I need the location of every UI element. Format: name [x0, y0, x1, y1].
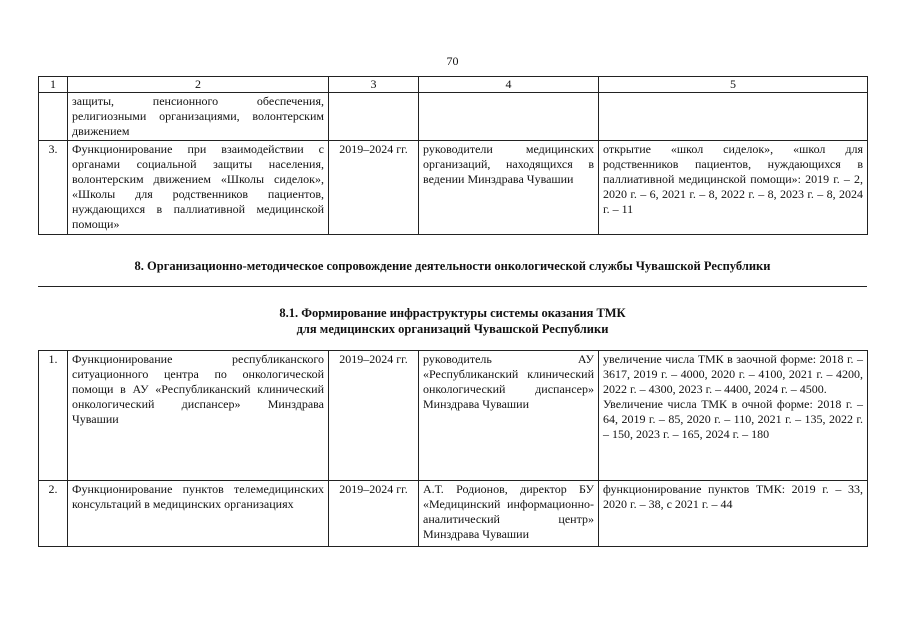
- row-number: [39, 93, 68, 141]
- table-row: [39, 481, 868, 547]
- result-remote-tmk: увеличение числа ТМК в заочной форме: 2018 г. – 3617, 2019 г. – 4000, 2020 г. – 4100, 2021 г. – 4200, 2022 г. – 4300, 2023 г. – 4400, 2024 г. – 4500.: [603, 352, 863, 396]
- row-number: 1.: [39, 351, 68, 481]
- header-col-3: 3: [329, 77, 419, 93]
- section-8-heading: 8. Организационно-методическое сопровождение деятельности онкологической службы Чувашской Республики: [134, 259, 771, 273]
- row-number: 2.: [39, 481, 68, 547]
- table-continuation: [38, 76, 868, 235]
- period-cell: 2019–2024 гг.: [329, 141, 419, 235]
- page-number: 70: [446, 54, 459, 68]
- result-cell: [599, 93, 868, 141]
- period-cell: 2019–2024 гг.: [329, 481, 419, 547]
- result-cell: открытие «школ сиделок», «школ для родственников пациентов, нуждающихся в паллиативной медицинской помощи»: 2019 г. – 2, 2020 г. – 6, 2021 г. – 8, 2022 г. – 8, 2023 г. – 8, 2024 г. – 11: [599, 141, 868, 235]
- activity-cell: Функционирование при взаимодействии с органами социальной защиты населения, волонтерским движением «Школы сиделок», «Школы для родственников пациентов, нуждающихся в паллиативной медицинской помощи»: [68, 141, 329, 235]
- result-cell: функционирование пунктов ТМК: 2019 г. – 33, 2020 г. – 38, с 2021 г. – 44: [599, 481, 868, 547]
- responsible-cell: [419, 93, 599, 141]
- activity-cell: Функционирование пунктов телемедицинских консультаций в медицинских организациях: [68, 481, 329, 547]
- result-inperson-tmk: Увеличение числа ТМК в очной форме: 2018 г. – 64, 2019 г. – 85, 2020 г. – 110, 2021 г. – 135, 2022 г. – 150, 2023 г. – 165, 2024 г. – 180: [603, 397, 863, 441]
- header-col-4: 4: [419, 77, 599, 93]
- section-8-1-heading-line1: 8.1. Формирование инфраструктуры системы оказания ТМК: [279, 306, 626, 320]
- row-number: 3.: [39, 141, 68, 235]
- table-row: [39, 93, 868, 141]
- header-col-5: 5: [599, 77, 868, 93]
- period-cell: 2019–2024 гг.: [329, 351, 419, 481]
- responsible-cell: руководитель АУ «Республиканский клинический онкологический диспансер» Минздрава Чувашии: [419, 351, 599, 481]
- section-8-1-heading-line2: для медицинских организаций Чувашской Республики: [296, 322, 609, 336]
- activity-cell: Функционирование республиканского ситуационного центра по онкологической помощи в АУ «Республиканский клинический онкологический диспансер» Минздрава Чувашии: [68, 351, 329, 481]
- table-row: [39, 351, 868, 481]
- divider: [38, 286, 867, 287]
- table-row: [39, 141, 868, 235]
- header-col-1: 1: [39, 77, 68, 93]
- responsible-cell: руководители медицинских организаций, находящихся в ведении Минздрава Чувашии: [419, 141, 599, 235]
- responsible-cell: А.Т. Родионов, директор БУ «Медицинский информационно-аналитический центр» Минздрава Чувашии: [419, 481, 599, 547]
- result-cell: [599, 351, 868, 481]
- period-cell: [329, 93, 419, 141]
- table-header-row: [39, 77, 868, 93]
- header-col-2: 2: [68, 77, 329, 93]
- table-tmk: [38, 350, 868, 547]
- activity-cell: защиты, пенсионного обеспечения, религиозными организациями, волонтерским движением: [68, 93, 329, 141]
